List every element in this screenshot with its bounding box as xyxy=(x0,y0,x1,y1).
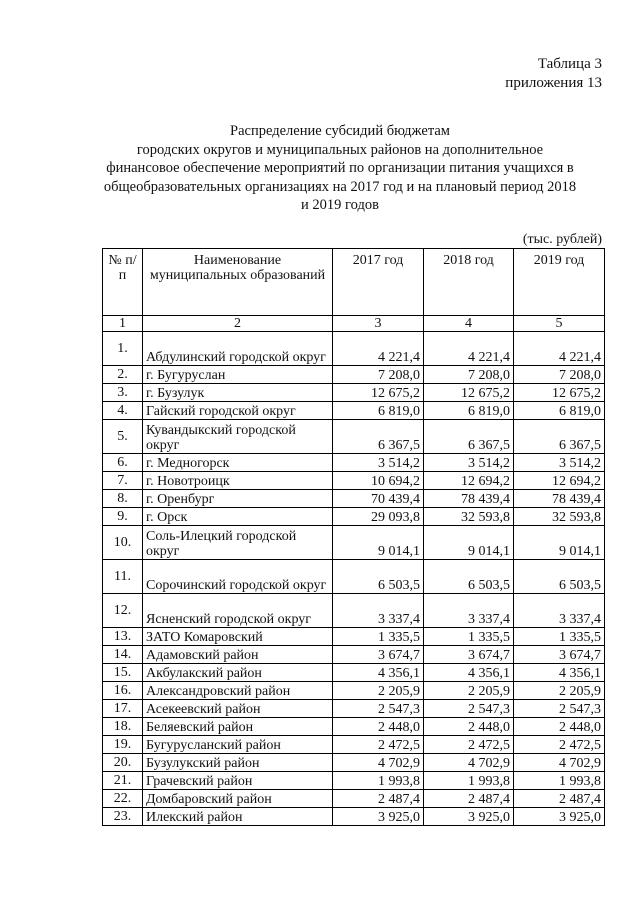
municipality-name: Александровский район xyxy=(143,682,333,700)
municipality-name: Асекеевский район xyxy=(143,700,333,718)
header-num: № п/п xyxy=(103,249,143,316)
municipality-name: г. Новотроицк xyxy=(143,472,333,490)
municipality-name: Абдулинский городской округ xyxy=(143,332,333,366)
table-row xyxy=(103,718,605,736)
row-number: 21. xyxy=(103,772,143,790)
value-2017: 29 093,8 xyxy=(333,508,424,526)
table-row xyxy=(103,472,605,490)
row-number: 19. xyxy=(103,736,143,754)
value-2017: 2 448,0 xyxy=(333,718,424,736)
municipality-name: Ясненский городской округ xyxy=(143,594,333,628)
table-row xyxy=(103,490,605,508)
value-2017: 2 472,5 xyxy=(333,736,424,754)
row-number: 16. xyxy=(103,682,143,700)
table-reference xyxy=(505,55,602,93)
value-2019: 3 674,7 xyxy=(514,646,605,664)
value-2019: 6 503,5 xyxy=(514,560,605,594)
municipality-name: Бугурусланский район xyxy=(143,736,333,754)
value-2017: 12 675,2 xyxy=(333,384,424,402)
value-2017: 3 514,2 xyxy=(333,454,424,472)
municipality-name: г. Бугуруслан xyxy=(143,366,333,384)
table-row xyxy=(103,664,605,682)
value-2017: 7 208,0 xyxy=(333,366,424,384)
header-row xyxy=(103,249,605,316)
municipality-name: Бузулукский район xyxy=(143,754,333,772)
value-2019: 4 221,4 xyxy=(514,332,605,366)
value-2017: 3 674,7 xyxy=(333,646,424,664)
value-2018: 4 702,9 xyxy=(424,754,514,772)
table-row xyxy=(103,420,605,454)
row-number: 7. xyxy=(103,472,143,490)
table-row xyxy=(103,454,605,472)
table-row xyxy=(103,790,605,808)
table-row xyxy=(103,736,605,754)
value-2019: 12 694,2 xyxy=(514,472,605,490)
row-number: 14. xyxy=(103,646,143,664)
column-index: 5 xyxy=(514,316,605,332)
municipality-name: Беляевский район xyxy=(143,718,333,736)
row-number: 10. xyxy=(103,526,143,560)
municipality-name: г. Оренбург xyxy=(143,490,333,508)
header-2018: 2018 год xyxy=(424,249,514,316)
table-row xyxy=(103,754,605,772)
value-2019: 78 439,4 xyxy=(514,490,605,508)
row-number: 3. xyxy=(103,384,143,402)
value-2019: 1 993,8 xyxy=(514,772,605,790)
title-line: Распределение субсидий бюджетам xyxy=(230,123,450,139)
row-number: 18. xyxy=(103,718,143,736)
value-2017: 4 702,9 xyxy=(333,754,424,772)
row-number: 5. xyxy=(103,420,143,454)
value-2018: 4 356,1 xyxy=(424,664,514,682)
value-2019: 3 514,2 xyxy=(514,454,605,472)
value-2018: 78 439,4 xyxy=(424,490,514,508)
table-row xyxy=(103,526,605,560)
value-2019: 2 472,5 xyxy=(514,736,605,754)
title-line: финансовое обеспечение мероприятий по организации питания учащихся в xyxy=(106,160,574,176)
column-index: 1 xyxy=(103,316,143,332)
value-2018: 4 221,4 xyxy=(424,332,514,366)
table-row xyxy=(103,808,605,826)
table-row xyxy=(103,384,605,402)
value-2017: 6 503,5 xyxy=(333,560,424,594)
table-row xyxy=(103,646,605,664)
value-2017: 2 205,9 xyxy=(333,682,424,700)
subsidy-table xyxy=(102,248,605,826)
value-2018: 6 503,5 xyxy=(424,560,514,594)
value-2018: 12 675,2 xyxy=(424,384,514,402)
value-2018: 2 472,5 xyxy=(424,736,514,754)
table-row xyxy=(103,628,605,646)
value-2018: 2 547,3 xyxy=(424,700,514,718)
appendix-number: приложения 13 xyxy=(505,75,602,91)
value-2019: 12 675,2 xyxy=(514,384,605,402)
title-line: общеобразовательных организациях на 2017 год и на плановый период 2018 xyxy=(103,178,577,195)
value-2019: 6 367,5 xyxy=(514,420,605,454)
value-2019: 2 487,4 xyxy=(514,790,605,808)
value-2018: 3 514,2 xyxy=(424,454,514,472)
row-number: 17. xyxy=(103,700,143,718)
value-2019: 2 205,9 xyxy=(514,682,605,700)
table-row xyxy=(103,682,605,700)
value-2019: 3 925,0 xyxy=(514,808,605,826)
value-2018: 2 487,4 xyxy=(424,790,514,808)
column-index-row xyxy=(103,316,605,332)
municipality-name: Акбулакский район xyxy=(143,664,333,682)
value-2017: 4 356,1 xyxy=(333,664,424,682)
row-number: 11. xyxy=(103,560,143,594)
value-2018: 3 337,4 xyxy=(424,594,514,628)
value-2017: 1 335,5 xyxy=(333,628,424,646)
value-2018: 1 993,8 xyxy=(424,772,514,790)
value-2019: 7 208,0 xyxy=(514,366,605,384)
row-number: 12. xyxy=(103,594,143,628)
value-2017: 6 819,0 xyxy=(333,402,424,420)
value-2019: 1 335,5 xyxy=(514,628,605,646)
table-row xyxy=(103,366,605,384)
value-2019: 9 014,1 xyxy=(514,526,605,560)
column-index: 3 xyxy=(333,316,424,332)
value-2017: 3 337,4 xyxy=(333,594,424,628)
value-2019: 4 356,1 xyxy=(514,664,605,682)
municipality-name: Домбаровский район xyxy=(143,790,333,808)
municipality-name: Грачевский район xyxy=(143,772,333,790)
title-line: и 2019 годов xyxy=(301,197,379,213)
value-2018: 3 925,0 xyxy=(424,808,514,826)
value-2019: 4 702,9 xyxy=(514,754,605,772)
row-number: 4. xyxy=(103,402,143,420)
municipality-name: г. Орск xyxy=(143,508,333,526)
value-2019: 32 593,8 xyxy=(514,508,605,526)
value-2018: 2 448,0 xyxy=(424,718,514,736)
value-2019: 2 547,3 xyxy=(514,700,605,718)
municipality-name: г. Бузулук xyxy=(143,384,333,402)
value-2019: 2 448,0 xyxy=(514,718,605,736)
row-number: 13. xyxy=(103,628,143,646)
value-2017: 2 547,3 xyxy=(333,700,424,718)
value-2019: 6 819,0 xyxy=(514,402,605,420)
row-number: 20. xyxy=(103,754,143,772)
column-index: 4 xyxy=(424,316,514,332)
table-row xyxy=(103,402,605,420)
table-row xyxy=(103,508,605,526)
row-number: 6. xyxy=(103,454,143,472)
value-2018: 1 335,5 xyxy=(424,628,514,646)
municipality-name: Соль-Илецкий городской округ xyxy=(143,526,333,560)
value-2018: 6 819,0 xyxy=(424,402,514,420)
row-number: 23. xyxy=(103,808,143,826)
value-2018: 7 208,0 xyxy=(424,366,514,384)
value-2017: 70 439,4 xyxy=(333,490,424,508)
row-number: 8. xyxy=(103,490,143,508)
value-2017: 9 014,1 xyxy=(333,526,424,560)
municipality-name: Илекский район xyxy=(143,808,333,826)
header-name: Наименование муниципальных образований xyxy=(143,249,333,316)
document-title xyxy=(90,122,590,215)
value-2018: 32 593,8 xyxy=(424,508,514,526)
value-2018: 2 205,9 xyxy=(424,682,514,700)
table-row xyxy=(103,332,605,366)
table-row xyxy=(103,772,605,790)
value-2018: 3 674,7 xyxy=(424,646,514,664)
value-2018: 6 367,5 xyxy=(424,420,514,454)
row-number: 2. xyxy=(103,366,143,384)
value-2017: 10 694,2 xyxy=(333,472,424,490)
value-2017: 6 367,5 xyxy=(333,420,424,454)
municipality-name: Сорочинский городской округ xyxy=(143,560,333,594)
units-note: (тыс. рублей) xyxy=(522,232,602,247)
row-number: 9. xyxy=(103,508,143,526)
value-2017: 2 487,4 xyxy=(333,790,424,808)
table-row xyxy=(103,700,605,718)
value-2018: 12 694,2 xyxy=(424,472,514,490)
municipality-name: ЗАТО Комаровский xyxy=(143,628,333,646)
municipality-name: Адамовский район xyxy=(143,646,333,664)
header-2019: 2019 год xyxy=(514,249,605,316)
value-2017: 3 925,0 xyxy=(333,808,424,826)
header-2017: 2017 год xyxy=(333,249,424,316)
municipality-name: Кувандыкский городской округ xyxy=(143,420,333,454)
row-number: 1. xyxy=(103,332,143,366)
municipality-name: Гайский городской округ xyxy=(143,402,333,420)
value-2019: 3 337,4 xyxy=(514,594,605,628)
column-index: 2 xyxy=(143,316,333,332)
title-line: городских округов и муниципальных районов на дополнительное xyxy=(136,141,544,158)
row-number: 15. xyxy=(103,664,143,682)
table-row xyxy=(103,560,605,594)
value-2017: 1 993,8 xyxy=(333,772,424,790)
value-2017: 4 221,4 xyxy=(333,332,424,366)
table-row xyxy=(103,594,605,628)
municipality-name: г. Медногорск xyxy=(143,454,333,472)
table-number: Таблица 3 xyxy=(537,56,602,72)
row-number: 22. xyxy=(103,790,143,808)
value-2018: 9 014,1 xyxy=(424,526,514,560)
